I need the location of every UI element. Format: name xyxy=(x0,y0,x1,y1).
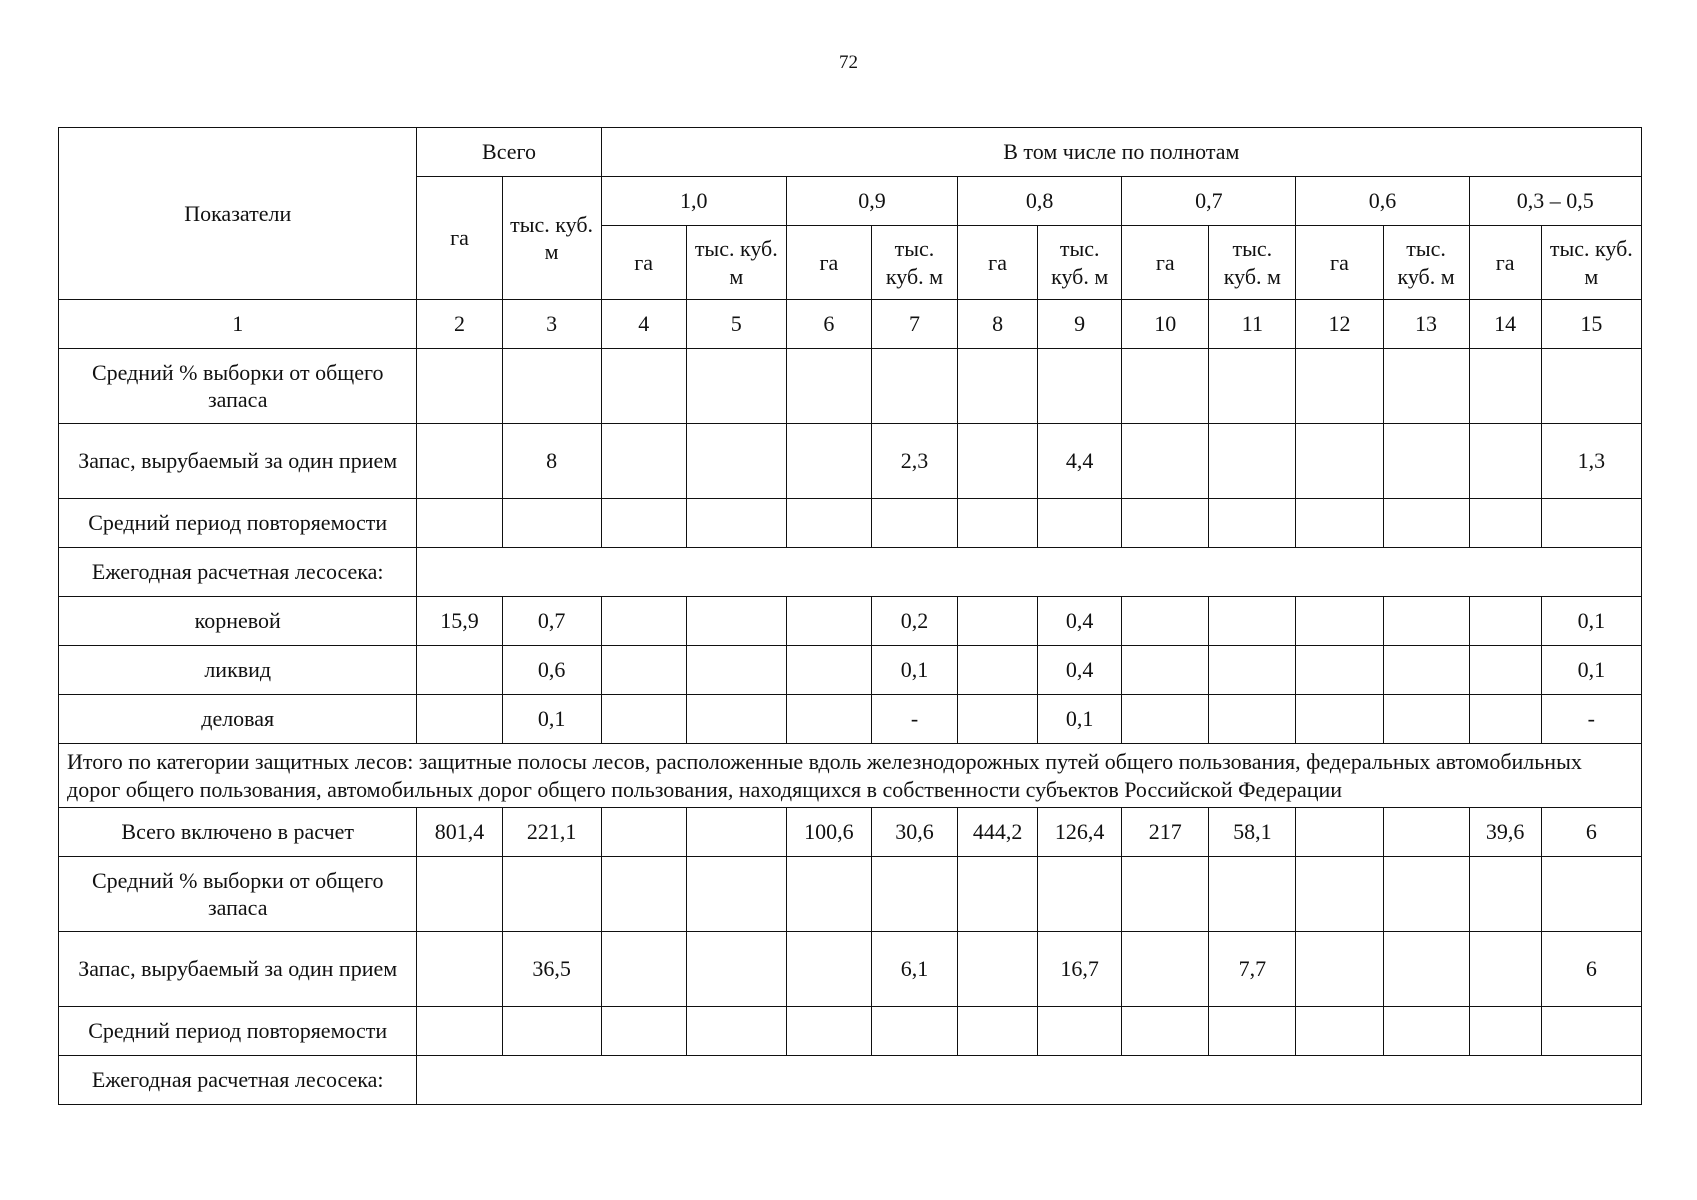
table-cell: 0,1 xyxy=(1541,646,1641,695)
table-cell: 0,2 xyxy=(871,597,957,646)
table-cell: 36,5 xyxy=(502,932,601,1007)
table-cell xyxy=(1296,1007,1383,1056)
table-cell xyxy=(686,499,786,548)
table-cell: 6 xyxy=(1541,932,1641,1007)
table-cell xyxy=(1296,808,1383,857)
table-cell xyxy=(1469,349,1541,424)
table-cell: 100,6 xyxy=(786,808,871,857)
table-row xyxy=(59,646,1642,695)
table-cell xyxy=(1541,1007,1641,1056)
table-cell xyxy=(1209,499,1296,548)
row-label: Средний % выборки от общего запаса xyxy=(59,349,417,424)
table-cell xyxy=(1469,646,1541,695)
table-cell xyxy=(786,1007,871,1056)
table-row xyxy=(59,349,1642,424)
table-cell xyxy=(1038,857,1122,932)
table-cell: - xyxy=(871,695,957,744)
table-cell: 30,6 xyxy=(871,808,957,857)
table-cell xyxy=(601,808,686,857)
table-cell: 0,4 xyxy=(1038,646,1122,695)
table-cell: 221,1 xyxy=(502,808,601,857)
annual-cut-label: Ежегодная расчетная лесосека: xyxy=(59,548,417,597)
column-number: 2 xyxy=(417,300,502,349)
table-cell xyxy=(1122,932,1209,1007)
table-cell xyxy=(958,695,1038,744)
table-cell xyxy=(786,597,871,646)
row-label: деловая xyxy=(59,695,417,744)
table-cell xyxy=(1383,932,1469,1007)
column-number: 14 xyxy=(1469,300,1541,349)
table-row xyxy=(59,597,1642,646)
table-cell xyxy=(601,695,686,744)
column-number: 4 xyxy=(601,300,686,349)
table-cell xyxy=(786,424,871,499)
table-cell xyxy=(1296,349,1383,424)
table-cell xyxy=(417,932,502,1007)
table-cell xyxy=(1209,646,1296,695)
table-cell xyxy=(786,499,871,548)
row-label: Средний период повторяемости xyxy=(59,499,417,548)
table-cell xyxy=(686,932,786,1007)
table-cell xyxy=(1122,597,1209,646)
table-cell xyxy=(1383,424,1469,499)
table-cell xyxy=(601,597,686,646)
table-row xyxy=(59,424,1642,499)
table-cell xyxy=(1383,646,1469,695)
table-cell xyxy=(1469,695,1541,744)
table-cell: 444,2 xyxy=(958,808,1038,857)
table-cell xyxy=(686,1007,786,1056)
table-cell: 801,4 xyxy=(417,808,502,857)
column-number: 11 xyxy=(1209,300,1296,349)
table-row xyxy=(59,857,1642,932)
column-number: 7 xyxy=(871,300,957,349)
column-number: 5 xyxy=(686,300,786,349)
table-cell xyxy=(871,1007,957,1056)
category-total-row: Итого по категории защитных лесов: защитные полосы лесов, расположенные вдоль железнодорожных путей общего пользования, федеральных автомобильных дорог общего пользования, автомобильных дорог общего пользования, находящихся в собственности субъектов Российской Федерации xyxy=(59,744,1642,808)
column-number: 15 xyxy=(1541,300,1641,349)
table-cell xyxy=(1469,932,1541,1007)
table-cell xyxy=(1383,808,1469,857)
header-unit-volume: тыс. куб. м xyxy=(871,226,957,300)
table-cell xyxy=(1296,695,1383,744)
table-cell xyxy=(601,424,686,499)
table-cell xyxy=(686,646,786,695)
table-cell xyxy=(1296,499,1383,548)
header-unit-ha: га xyxy=(1469,226,1541,300)
column-number: 6 xyxy=(786,300,871,349)
table-cell xyxy=(958,932,1038,1007)
page-number: 72 xyxy=(839,52,858,73)
table-cell xyxy=(686,857,786,932)
table-cell xyxy=(686,808,786,857)
row-label: Средний % выборки от общего запаса xyxy=(59,857,417,932)
table-cell: 1,3 xyxy=(1541,424,1641,499)
table-cell xyxy=(1038,1007,1122,1056)
table-cell xyxy=(502,499,601,548)
row-label: Средний период повторяемости xyxy=(59,1007,417,1056)
column-number: 1 xyxy=(59,300,417,349)
table-cell xyxy=(502,857,601,932)
header-unit-ha: га xyxy=(1296,226,1383,300)
header-total-volume: тыс. куб. м xyxy=(502,177,601,300)
table-cell: 0,4 xyxy=(1038,597,1122,646)
table-cell xyxy=(871,349,957,424)
empty-merged-cell xyxy=(417,1056,1642,1105)
header-indicators: Показатели xyxy=(59,128,417,300)
table-cell xyxy=(1383,1007,1469,1056)
header-unit-volume: тыс. куб. м xyxy=(1209,226,1296,300)
column-number: 13 xyxy=(1383,300,1469,349)
table-cell xyxy=(601,932,686,1007)
header-total: Всего xyxy=(417,128,601,177)
column-number: 3 xyxy=(502,300,601,349)
header-density: 0,8 xyxy=(958,177,1122,226)
table-cell xyxy=(601,349,686,424)
table-cell: 58,1 xyxy=(1209,808,1296,857)
table-cell xyxy=(958,597,1038,646)
table-cell xyxy=(1122,646,1209,695)
table-cell xyxy=(958,857,1038,932)
table-cell xyxy=(686,424,786,499)
table-cell xyxy=(1541,857,1641,932)
row-label: корневой xyxy=(59,597,417,646)
table-cell xyxy=(1296,932,1383,1007)
row-label: ликвид xyxy=(59,646,417,695)
table-cell: - xyxy=(1541,695,1641,744)
table-cell xyxy=(1209,597,1296,646)
table-cell xyxy=(1038,349,1122,424)
table-cell: 16,7 xyxy=(1038,932,1122,1007)
table-cell xyxy=(1209,857,1296,932)
table-cell xyxy=(1383,597,1469,646)
empty-merged-cell xyxy=(417,548,1642,597)
table-cell xyxy=(786,695,871,744)
table-cell xyxy=(1209,349,1296,424)
table-cell: 39,6 xyxy=(1469,808,1541,857)
table-cell: 126,4 xyxy=(1038,808,1122,857)
header-including: В том числе по полнотам xyxy=(601,128,1641,177)
table-cell xyxy=(686,597,786,646)
table-cell xyxy=(958,349,1038,424)
table-row xyxy=(59,932,1642,1007)
table-cell xyxy=(1296,597,1383,646)
table-cell xyxy=(1541,349,1641,424)
table-cell xyxy=(1122,424,1209,499)
header-unit-ha: га xyxy=(786,226,871,300)
header-density: 0,7 xyxy=(1122,177,1296,226)
table-cell: 8 xyxy=(502,424,601,499)
table-cell xyxy=(871,857,957,932)
table-cell xyxy=(601,646,686,695)
table-row xyxy=(59,499,1642,548)
column-number: 8 xyxy=(958,300,1038,349)
header-unit-volume: тыс. куб. м xyxy=(686,226,786,300)
table-cell xyxy=(1122,1007,1209,1056)
table-cell xyxy=(786,646,871,695)
header-unit-ha: га xyxy=(601,226,686,300)
table-cell xyxy=(1541,499,1641,548)
table-cell: 0,6 xyxy=(502,646,601,695)
header-density: 0,9 xyxy=(786,177,957,226)
table-row xyxy=(59,808,1642,857)
table-cell xyxy=(601,1007,686,1056)
header-total-ha: га xyxy=(417,177,502,300)
table-cell: 7,7 xyxy=(1209,932,1296,1007)
table-cell xyxy=(417,349,502,424)
table-cell: 0,1 xyxy=(1541,597,1641,646)
header-unit-volume: тыс. куб. м xyxy=(1383,226,1469,300)
table-cell: 217 xyxy=(1122,808,1209,857)
table-cell xyxy=(958,424,1038,499)
table-cell: 4,4 xyxy=(1038,424,1122,499)
table-cell: 6 xyxy=(1541,808,1641,857)
row-label: Всего включено в расчет xyxy=(59,808,417,857)
table-cell xyxy=(502,349,601,424)
table-cell xyxy=(958,1007,1038,1056)
header-unit-volume: тыс. куб. м xyxy=(1038,226,1122,300)
table-row xyxy=(59,744,1642,808)
table-cell xyxy=(417,424,502,499)
table-cell xyxy=(1296,424,1383,499)
table-cell xyxy=(601,499,686,548)
table-cell xyxy=(786,349,871,424)
table-cell xyxy=(958,646,1038,695)
header-density: 0,3 – 0,5 xyxy=(1469,177,1641,226)
table-cell xyxy=(1122,349,1209,424)
table-cell xyxy=(1296,646,1383,695)
table-cell xyxy=(1469,597,1541,646)
table-cell xyxy=(1469,857,1541,932)
table-cell xyxy=(786,932,871,1007)
row-label: Запас, вырубаемый за один прием xyxy=(59,424,417,499)
table-cell xyxy=(1209,1007,1296,1056)
table-cell xyxy=(1122,857,1209,932)
table-cell xyxy=(1383,349,1469,424)
table-cell: 0,1 xyxy=(1038,695,1122,744)
table-cell xyxy=(686,695,786,744)
table-cell xyxy=(1122,499,1209,548)
table-cell: 0,1 xyxy=(502,695,601,744)
table-cell: 15,9 xyxy=(417,597,502,646)
table-cell xyxy=(958,499,1038,548)
table-cell xyxy=(417,1007,502,1056)
column-number: 9 xyxy=(1038,300,1122,349)
table-row xyxy=(59,548,1642,597)
table-cell xyxy=(1383,695,1469,744)
table-cell: 0,7 xyxy=(502,597,601,646)
table-row xyxy=(59,1056,1642,1105)
table-cell xyxy=(1209,424,1296,499)
table-cell xyxy=(1383,857,1469,932)
table-cell xyxy=(417,499,502,548)
annual-cut-label: Ежегодная расчетная лесосека: xyxy=(59,1056,417,1105)
table-cell: 0,1 xyxy=(871,646,957,695)
table-row xyxy=(59,695,1642,744)
table-cell xyxy=(1122,695,1209,744)
header-unit-ha: га xyxy=(958,226,1038,300)
table-cell xyxy=(1296,857,1383,932)
table-row xyxy=(59,1007,1642,1056)
row-label: Запас, вырубаемый за один прием xyxy=(59,932,417,1007)
header-unit-volume: тыс. куб. м xyxy=(1541,226,1641,300)
table-cell xyxy=(786,857,871,932)
table-cell xyxy=(601,857,686,932)
table-cell xyxy=(417,646,502,695)
column-number: 12 xyxy=(1296,300,1383,349)
table-cell xyxy=(1469,424,1541,499)
table-cell: 6,1 xyxy=(871,932,957,1007)
table-cell xyxy=(686,349,786,424)
table-cell xyxy=(871,499,957,548)
header-unit-ha: га xyxy=(1122,226,1209,300)
table-cell xyxy=(417,695,502,744)
table-cell: 2,3 xyxy=(871,424,957,499)
column-number: 10 xyxy=(1122,300,1209,349)
header-density: 1,0 xyxy=(601,177,786,226)
table-cell xyxy=(1469,1007,1541,1056)
table-cell xyxy=(1469,499,1541,548)
forest-table xyxy=(58,127,1642,1105)
table-cell xyxy=(1038,499,1122,548)
table-cell xyxy=(1383,499,1469,548)
table-cell xyxy=(417,857,502,932)
header-density: 0,6 xyxy=(1296,177,1469,226)
table-cell xyxy=(502,1007,601,1056)
table-cell xyxy=(1209,695,1296,744)
